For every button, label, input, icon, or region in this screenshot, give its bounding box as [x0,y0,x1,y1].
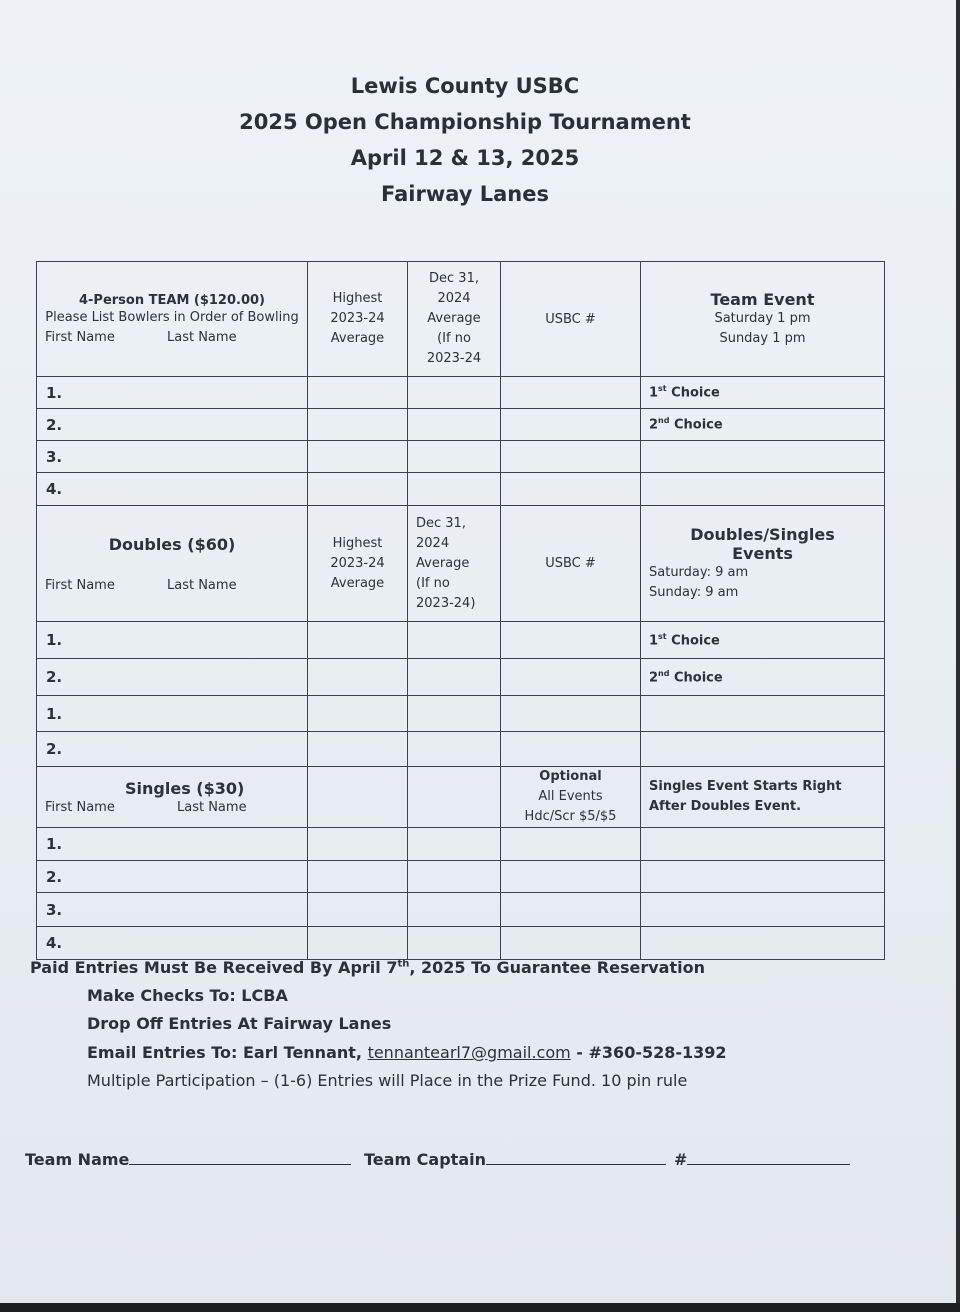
team-captain-field[interactable] [364,1150,666,1169]
highest-average-header: Highest 2023-24 Average [308,506,408,622]
team-name-label: Team Name [25,1150,130,1169]
team-title-cell [37,262,308,377]
doubles-event-cell: Doubles/Singles Events Saturday: 9 am Sunday: 9 am [641,506,885,622]
dec-average-header: Dec 31, 2024 Average (If no 2023-24) [408,506,501,622]
deadline-note: Paid Entries Must Be Received By April 7th, 2025 To Guarantee Reservation [30,958,705,977]
singles-note-cell: Singles Event Starts Right After Doubles Event. [641,767,885,828]
team-header-row [37,262,885,377]
doubles-event-title-1: Doubles/Singles [690,524,835,544]
doubles-title-cell [37,506,308,622]
phone-number-field[interactable] [674,1150,850,1169]
singles-row[interactable]: 2. [37,861,885,893]
number-label: # [674,1150,688,1169]
team-instruction: Please List Bowlers in Order of Bowling [45,310,299,325]
team-name-field[interactable] [25,1150,351,1169]
entry-form-table [36,261,885,960]
checks-note: Make Checks To: LCBA [87,986,288,1005]
dropoff-note: Drop Off Entries At Fairway Lanes [87,1014,392,1033]
multiple-participation-note: Multiple Participation – (1-6) Entries will Place in the Prize Fund. 10 pin rule [87,1071,688,1090]
singles-row[interactable]: 3. [37,893,885,927]
doubles-first-choice[interactable]: 1st Choice [641,622,885,659]
event-dates: April 12 & 13, 2025 [350,146,580,170]
doubles-second-choice[interactable]: 2nd Choice [641,659,885,696]
singles-title-cell [37,767,308,828]
last-name-label: Last Name [177,800,247,815]
team-event-title: Team Event [710,289,815,309]
team-first-choice[interactable]: 1st Choice [641,377,885,409]
usbc-header: USBC # [501,262,641,377]
team-row[interactable]: 2. 2nd Choice [37,409,885,441]
team-name-blank[interactable] [129,1150,351,1165]
team-second-choice[interactable]: 2nd Choice [641,409,885,441]
highest-average-header: Highest 2023-24 Average [308,262,408,377]
singles-title: Singles ($30) [125,779,245,798]
first-name-label: First Name [45,577,115,593]
doubles-name-labels [45,578,299,593]
singles-name-labels [45,800,299,815]
singles-row[interactable]: 1. [37,828,885,861]
doubles-header-row [37,506,885,622]
doubles-row[interactable]: 2. 2nd Choice [37,659,885,696]
team-event-cell: Team Event Saturday 1 pm Sunday 1 pm [641,262,885,377]
form-header [0,68,930,212]
doubles-row[interactable]: 1. 1st Choice [37,622,885,659]
team-title: 4-Person TEAM ($120.00) [78,293,265,308]
doubles-row[interactable]: 2. [37,732,885,767]
last-name-label: Last Name [167,577,237,593]
dec-average-header: Dec 31, 2024 Average (If no 2023-24 [408,262,501,377]
email-link[interactable]: tennantearl7@gmail.com [367,1043,571,1062]
team-captain-label: Team Captain [364,1150,486,1169]
first-name-label: First Name [45,800,115,815]
team-captain-blank[interactable] [486,1150,666,1165]
team-row[interactable]: 4. [37,473,885,506]
org-title: Lewis County USBC [350,74,580,98]
doubles-event-title-2: Events [732,543,793,563]
last-name-label: Last Name [167,330,237,345]
photo-edge-bottom [0,1303,960,1312]
doubles-title: Doubles ($60) [108,534,236,554]
team-row[interactable]: 1. 1st Choice [37,377,885,409]
event-title: 2025 Open Championship Tournament [239,110,691,134]
team-row[interactable]: 3. [37,441,885,473]
usbc-header: USBC # [501,506,641,622]
team-name-labels [45,330,299,345]
optional-all-events: Optional All Events Hdc/Scr $5/$5 [501,767,641,828]
email-note: Email Entries To: Earl Tennant, tennantearl7@gmail.com - #360-528-1392 [87,1043,727,1062]
photo-edge-right [956,0,960,1303]
event-venue: Fairway Lanes [380,182,549,206]
phone-number-blank[interactable] [687,1150,850,1165]
singles-header-row [37,767,885,828]
doubles-row[interactable]: 1. [37,696,885,732]
singles-row[interactable]: 4. [37,927,885,960]
first-name-label: First Name [45,330,115,345]
